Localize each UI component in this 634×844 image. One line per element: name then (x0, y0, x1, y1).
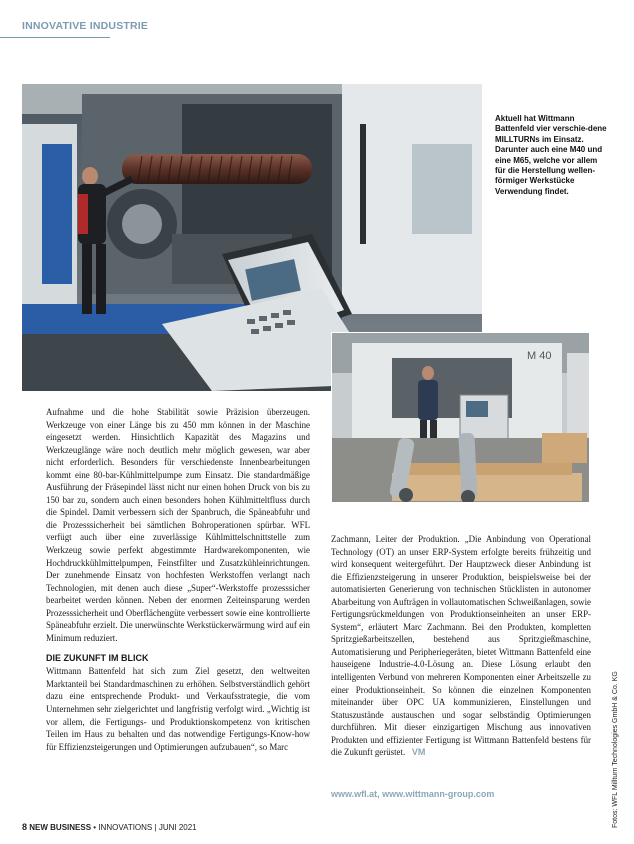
section-rule (0, 37, 110, 38)
page-number: 8 (22, 822, 28, 832)
magazine-name: NEW BUSINESS (29, 823, 92, 832)
photo-small (331, 332, 590, 503)
section-heading: DIE ZUKUNFT IM BLICK (46, 653, 149, 664)
body-paragraph (331, 533, 591, 759)
issue-date: JUNI 2021 (158, 823, 197, 832)
body-column-right (331, 533, 591, 759)
body-text: Zachmann, Leiter der Produktion. „Die Anbindung von Operational Technology (OT) an unser ERP-System erfolgte bereits frühzeitig und wird konsequent weitergeführt. Der Hauptzweck dieser Anbindung ist die Effizienzsteigerung in unserer Produktion, beispielsweise bei der automatisierten Generierung von technischen Stücklisten in autonomer Abarbeitung von Aufträgen in vollautomatischen Schweißanlagen, sowie Fertigungsrückmeldungen von Produktionseinheiten an unser ERP-System“, erläutert Marc Zachmann. Bei den Produkten, kompletten Spritzgießarbeitszellen, bestehend aus Spritzgießmaschine, Automatisierung und Peripheriegeräten, bietet Wittmann Battenfeld eine hauseigene Industrie-4.0-Lösung an. Diese Lösung erlaubt den intelligenten Verbund von mehreren Komponenten einer Arbeitszelle zu einer Produktionseinheit. So können die einzelnen Komponenten miteinander über OPC UA kommunizieren, Einstellungen und Statuszustände austauschen und sogar selbständig Optimierungen durchführen. Mit dieser einzigartigen Mischung aus innovativen Produkten und effizienter Fertigung ist Wittmann Battenfeld bestens für die Zukunft gerüstet. (331, 534, 591, 758)
section-tag: INNOVATIVE INDUSTRIE (22, 20, 149, 32)
issue-label: INNOVATIONS (98, 823, 153, 832)
footer-separator: | (154, 823, 157, 832)
photo-credit: Fotos: WFL Millturn Technologies GmbH & Co. KG (612, 671, 619, 828)
footer-bullet: • (93, 823, 97, 832)
body-paragraph: Aufnahme und die hohe Stabilität sowie Präzision überzeugen. Werkzeuge von einer Länge bis zu 450 mm können in der Maschine eingesetzt werden. Hinsichtlich Kapazität des Magazins und Werkzeuglänge wäre noch deutlich mehr möglich gewesen, war aber nicht erforderlich. Besonders für verschiedenste Innenbearbeitungen kommt eine 80-bar-Kühlmittelpumpe zum Einsatz. Die standardmäßige Ausführung der Fräsepindel lässt nicht nur einen hohen Druck von bis zu 150 bar zu, sondern auch einen besonders hohen Kühlmitteltfluss durch die Spindel. Damit verbessern sich der Spanbruch, die Späneabfuhr und die Prozesssicherheit bei sämtlichen Bohroperationen spürbar. WFL verfügt auch über eine zuverlässige Kühlmittelschnittstelle zum Werkzeug sowie perfekt abgestimmte Hardwarekomponenten, wie Hochdruckkühlmittelpumpen, Feinstfilter und Zusatzkühleinrichtungen. Der zunehmende Einsatz von hochfesten Werkstoffen verlangt nach Technologien, mit denen auch diese „Super“-Werkstoffe prozesssicher bearbeitet werden können. Neben der enormen Zeiteinsparung werden Prozesssicherheit und Oberflächengüte verbessert sowie eine kontrollierte Späneabfuhr erzielt. Die unerwünschte Werkstückerwärmung wird auf ein Minimum reduziert. (46, 407, 310, 643)
photo-caption: Aktuell hat Wittmann Battenfeld vier verschie-dene MILLTURNs im Einsatz. Darunter auch eine M40 und eine M65, welche vor allem für die Herstellung wellen-förmiger Werkstücke Verwendung findet. (495, 114, 607, 196)
body-column-left (46, 406, 310, 753)
web-links[interactable]: www.wfl.at, www.wittmann-group.com (331, 789, 495, 799)
author-initials: VM (411, 747, 426, 758)
page-footer (22, 822, 197, 832)
body-paragraph: Wittmann Battenfeld hat sich zum Ziel gesetzt, den weltweiten Marktanteil bei Standardmaschinen zu erhöhen. Selbstverständlich gehört dazu eine entsprechende Produkt- und Verkaufsstrategie, die vom Unternehmen sehr zielgerichtet und langfristig verfolgt wird. „Wichtig ist vor allem, die Fertigungs- und Produktionskompetenz von kritischen Teilen im Haus zu behalten und das notwendige Fertigungs-Know-how für Effizienzsteigerungen und Optimierungen aufzubauen“, so Marc (46, 666, 310, 752)
machine-label: M 40 (527, 350, 552, 362)
